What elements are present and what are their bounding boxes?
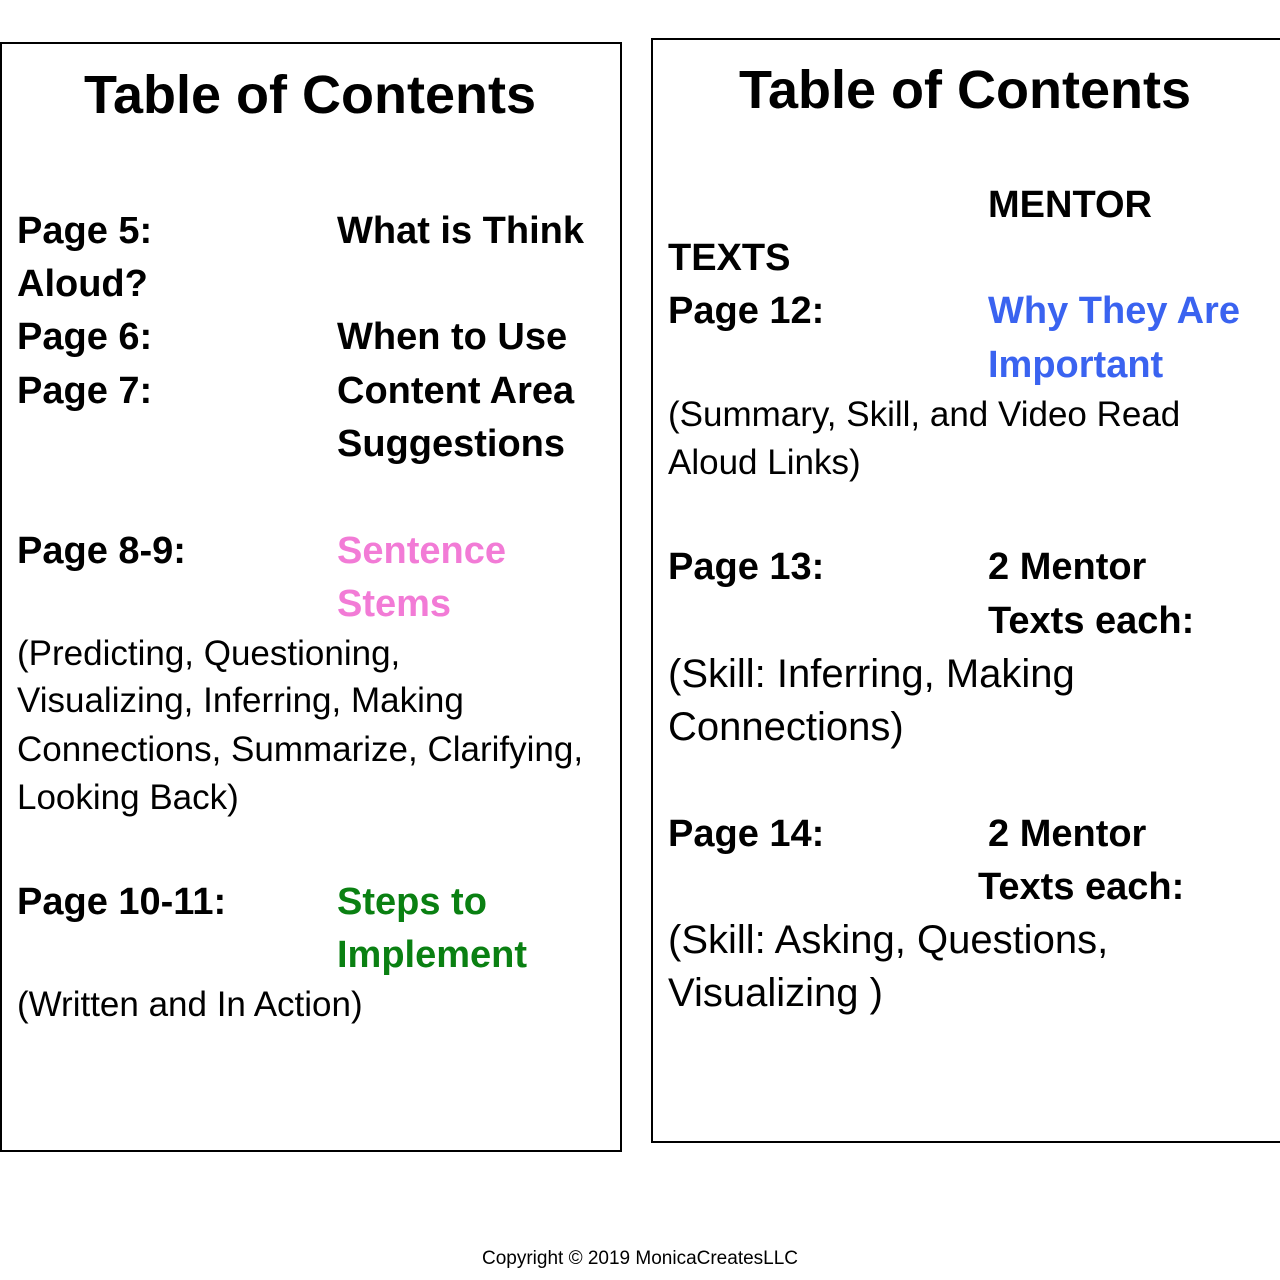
toc-note: Connections, Summarize, Clarifying, <box>17 730 584 769</box>
section-heading: MENTOR <box>988 184 1152 226</box>
toc-topic: When to Use <box>337 316 568 358</box>
toc-topic: 2 Mentor <box>988 813 1147 855</box>
section-heading: TEXTS <box>668 237 791 279</box>
toc-page-label: Page 8-9: <box>17 530 186 572</box>
toc-page-label: Page 13: <box>668 546 825 588</box>
toc-topic-highlight: Why They Are <box>988 290 1240 332</box>
toc-title-right: Table of Contents <box>739 60 1191 120</box>
toc-topic: 2 Mentor <box>988 546 1147 588</box>
toc-page-label: Page 14: <box>668 813 825 855</box>
toc-note: (Summary, Skill, and Video Read <box>668 395 1181 434</box>
toc-topic: Suggestions <box>337 423 566 465</box>
toc-note: Looking Back) <box>17 778 239 817</box>
toc-note: (Predicting, Questioning, <box>17 634 401 673</box>
toc-topic-continued: Aloud? <box>17 263 148 305</box>
toc-page-label: Page 10-11: <box>17 881 227 923</box>
toc-note: (Written and In Action) <box>17 985 363 1024</box>
toc-page-label: Page 6: <box>17 316 153 358</box>
toc-topic: Texts each: <box>988 600 1195 642</box>
toc-topic: What is Think <box>337 210 584 252</box>
toc-note: Visualizing, Inferring, Making <box>17 681 464 720</box>
toc-topic-highlight: Implement <box>337 934 528 976</box>
toc-title-left: Table of Contents <box>84 65 536 125</box>
toc-note: (Skill: Inferring, Making <box>668 652 1075 696</box>
toc-note: Visualizing ) <box>668 971 883 1015</box>
toc-topic-highlight: Important <box>988 344 1164 386</box>
toc-topic: Content Area <box>337 370 575 412</box>
toc-topic-highlight: Sentence <box>337 530 506 572</box>
toc-page-label: Page 7: <box>17 370 153 412</box>
toc-topic: Texts each: <box>978 866 1185 908</box>
toc-topic-highlight: Steps to <box>337 881 487 923</box>
toc-page-label: Page 5: <box>17 210 153 252</box>
toc-page-label: Page 12: <box>668 290 825 332</box>
toc-topic-highlight: Stems <box>337 583 452 625</box>
toc-note: Connections) <box>668 705 904 749</box>
copyright-notice: Copyright © 2019 MonicaCreatesLLC <box>481 1248 799 1269</box>
toc-note: (Skill: Asking, Questions, <box>668 918 1109 962</box>
toc-note: Aloud Links) <box>668 443 861 482</box>
